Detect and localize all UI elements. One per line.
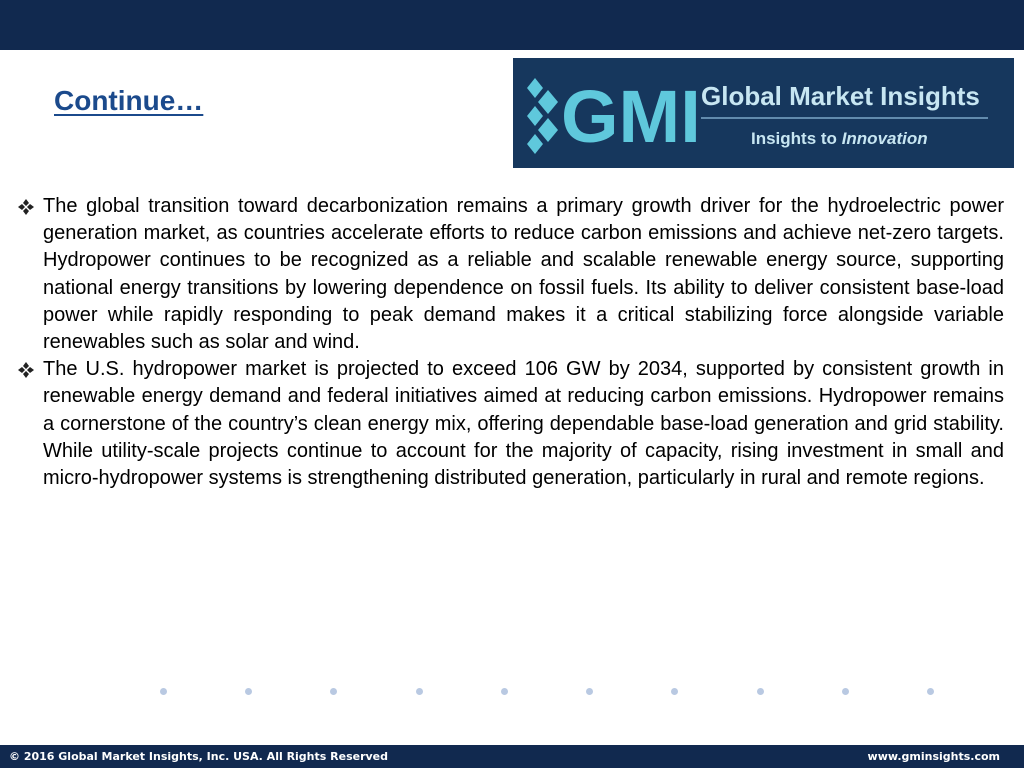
footer-bar — [0, 745, 1024, 768]
logo-name: Global Market Insights — [701, 81, 980, 111]
pager-dots — [0, 688, 1024, 698]
header-bar — [0, 0, 1024, 50]
bullet-item — [16, 193, 1004, 356]
pager-dot — [501, 688, 508, 695]
bullet-item — [16, 356, 1004, 492]
pager-dot — [927, 688, 934, 695]
logo-diamond-icon — [527, 78, 558, 154]
bullet-text: The U.S. hydropower market is projected to exceed 106 GW by 2034, supported by consistent growth in renewable energy demand and federal initiatives aimed at reducing carbon emissions. Hydropower remains a cornerstone of the country’s clean energy mix, offering dependable base-load generation and grid stability. While utility-scale projects continue to account for the majority of capacity, rising investment in small and micro-hydropower systems is strengthening distributed generation, particularly in rural and remote regions. — [43, 358, 1004, 490]
diamond-bullet-icon — [16, 360, 36, 380]
footer-website-link[interactable]: www.gminsights.com — [867, 750, 1000, 763]
pager-dot — [757, 688, 764, 695]
pager-dot — [586, 688, 593, 695]
bullet-text: The global transition toward decarbonization remains a primary growth driver for the hydroelectric power generation market, as countries accelerate efforts to reduce carbon emissions and achieve net-zero targets. Hydropower continues to be recognized as a reliable and scalable renewable energy source, supporting national energy transitions by lowering dependence on fossil fuels. Its ability to deliver consistent base-load power while rapidly responding to peak demand makes it a critical stabilizing force alongside variable renewables such as solar and wind. — [43, 195, 1004, 354]
pager-dot — [671, 688, 678, 695]
company-logo — [513, 58, 1014, 168]
slide-title: Continue… — [54, 85, 204, 116]
pager-dot — [245, 688, 252, 695]
diamond-bullet-icon — [16, 197, 36, 217]
footer-copyright: © 2016 Global Market Insights, Inc. USA. All Rights Reserved — [9, 750, 389, 763]
pager-dot — [842, 688, 849, 695]
logo-mark: GMI — [561, 75, 701, 158]
pager-dot — [416, 688, 423, 695]
pager-dot — [160, 688, 167, 695]
bullet-list — [16, 193, 1004, 492]
logo-tagline: Insights to Innovation — [751, 129, 928, 148]
pager-dot — [330, 688, 337, 695]
